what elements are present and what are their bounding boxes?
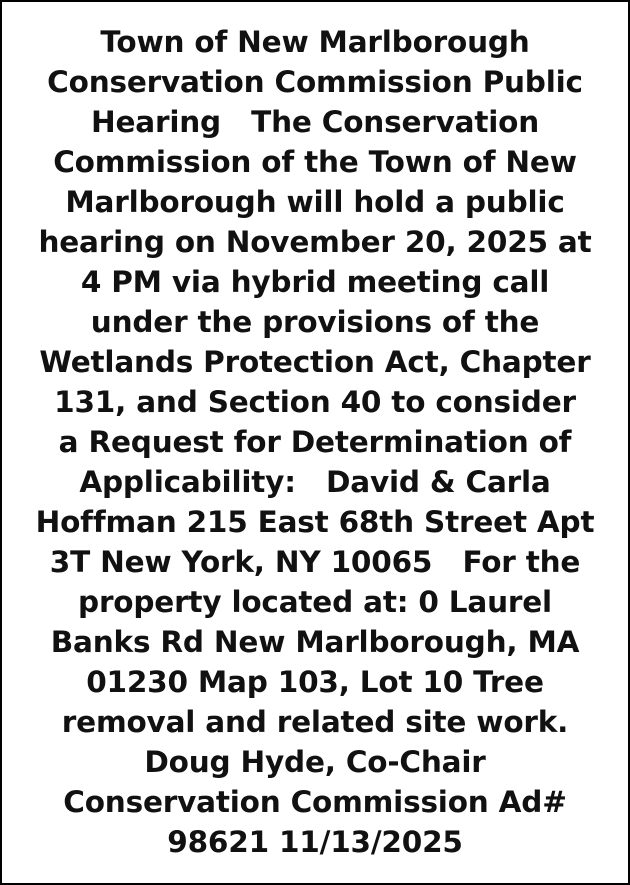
notice-line: under the provisions of the (90, 305, 540, 339)
notice-line: Town of New Marlborough (100, 25, 530, 59)
notice-line: Hearing The Conservation (90, 105, 540, 139)
notice-line: Doug Hyde, Co-Chair (144, 745, 486, 779)
notice-line: Marlborough will hold a public (65, 185, 565, 219)
notice-line: hearing on November 20, 2025 at (38, 225, 592, 259)
notice-line: a Request for Determination of (58, 425, 572, 459)
notice-line: 4 PM via hybrid meeting call (80, 265, 550, 299)
notice-line: Wetlands Protection Act, Chapter (39, 345, 591, 379)
notice-line: 01230 Map 103, Lot 10 Tree (86, 665, 544, 699)
notice-line: 3T New York, NY 10065 For the (49, 545, 581, 579)
notice-line: Conservation Commission Public (47, 65, 583, 99)
notice-line: Commission of the Town of New (53, 145, 577, 179)
notice-line: 98621 11/13/2025 (167, 825, 463, 859)
notice-line: Applicability: David & Carla (79, 465, 551, 499)
notice-line: 131, and Section 40 to consider (54, 385, 576, 419)
notice-line: Banks Rd New Marlborough, MA (50, 625, 580, 659)
notice-text (2, 22, 628, 862)
notice-line: Hoffman 215 East 68th Street Apt (35, 505, 595, 539)
notice-line: removal and related site work. (61, 705, 569, 739)
notice-line: Conservation Commission Ad# (63, 785, 567, 819)
notice-line: property located at: 0 Laurel (78, 585, 552, 619)
